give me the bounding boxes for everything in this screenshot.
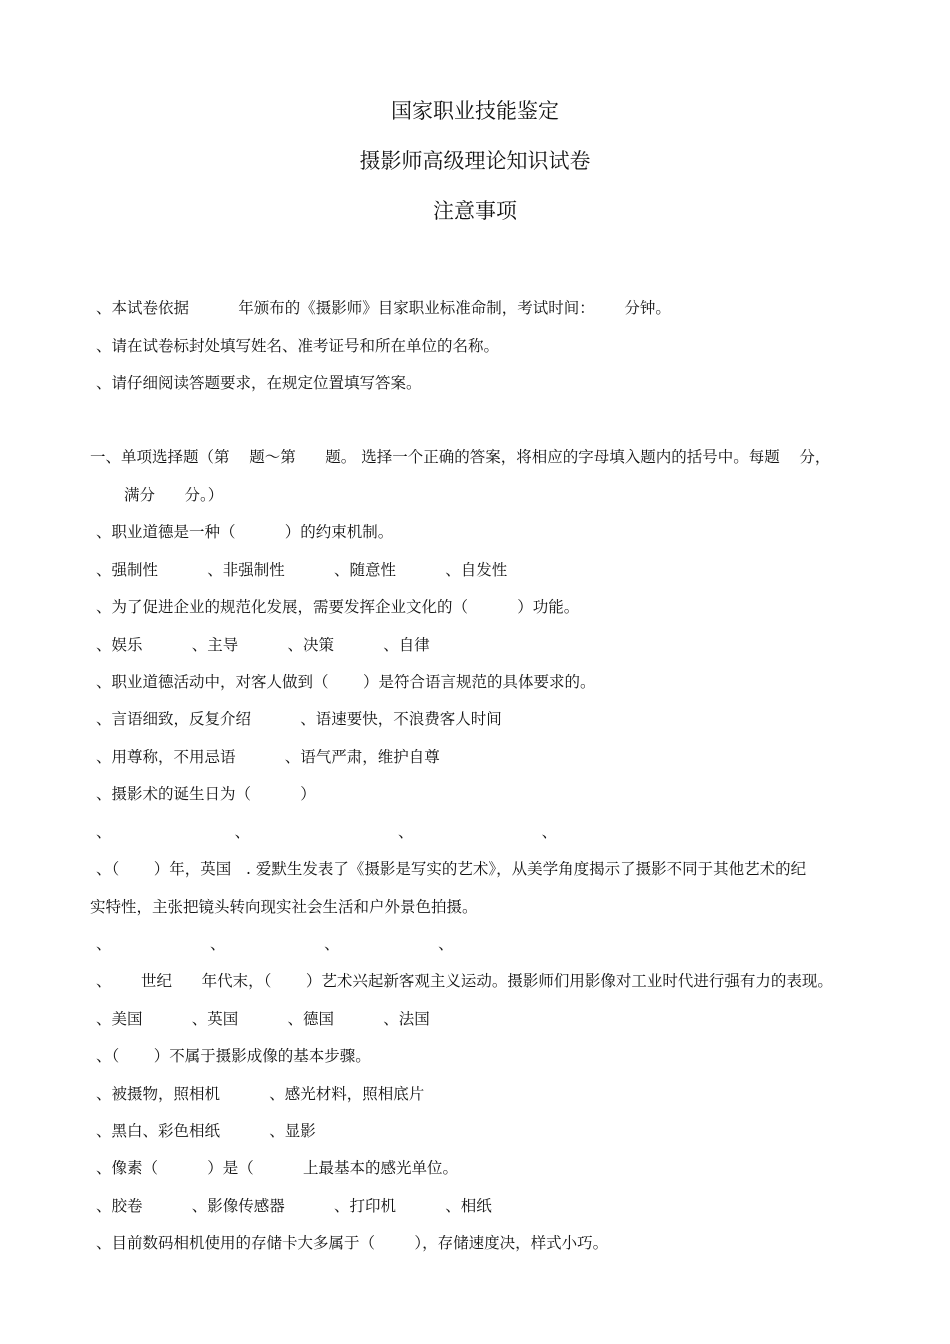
- question-stem: 、 世纪 年代末，（ ）艺术兴起新客观主义运动。摄影师们用影像对工业时代进行强有力的表现。: [96, 972, 833, 990]
- notice-item: 、请在试卷标封处填写姓名、准考证号和所在单位的名称。: [96, 337, 500, 355]
- exam-authority-title: 国家职业技能鉴定: [391, 99, 559, 123]
- question-stem: 、（ ）年，英国 . 爱默生发表了《摄影是写实的艺术》，从美学角度揭示了摄影不同于其他艺术的纪: [96, 860, 807, 878]
- question-options: 、美国 、英国 、德国 、法国: [96, 1010, 430, 1028]
- question-options: 、强制性 、非强制性 、随意性 、自发性: [96, 561, 508, 579]
- section-heading-continued: 满分 分。）: [124, 486, 224, 504]
- exam-paper-title: 摄影师高级理论知识试卷: [359, 149, 591, 173]
- question-options: 、 、 、 、: [96, 935, 454, 953]
- question-options: 、被摄物，照相机 、感光材料，照相底片: [96, 1085, 425, 1103]
- question-stem-continued: 实特性，主张把镜头转向现实社会生活和户外景色拍摄。: [90, 898, 478, 916]
- question-options: 、言语细致，反复介绍 、语速要快，不浪费客人时间: [96, 710, 502, 728]
- question-options: 、 、 、 、: [96, 823, 558, 841]
- question-stem: 、职业道德活动中，对客人做到（ ）是符合语言规范的具体要求的。: [96, 673, 596, 691]
- question-stem: 、（ ）不属于摄影成像的基本步骤。: [96, 1047, 371, 1065]
- notice-item: 、本试卷依据 年颁布的《摄影师》目家职业标准命制，考试时间： 分钟。: [96, 299, 671, 317]
- notice-heading: 注意事项: [433, 199, 517, 223]
- question-options: 、胶卷 、影像传感器 、打印机 、相纸: [96, 1197, 492, 1215]
- question-stem: 、为了促进企业的规范化发展，需要发挥企业文化的（ ）功能。: [96, 598, 580, 616]
- question-options: 、娱乐 、主导 、决策 、自律: [96, 636, 430, 654]
- question-stem: 、像素（ ）是（ 上最基本的感光单位。: [96, 1159, 459, 1177]
- question-stem: 、目前数码相机使用的存储卡大多属于（ ），存储速度决，样式小巧。: [96, 1234, 609, 1252]
- section-heading: 一、单项选择题（第 题～第 题。 选择一个正确的答案，将相应的字母填入题内的括号中。每题 分，: [90, 448, 831, 466]
- question-stem: 、摄影术的诞生日为（ ）: [96, 785, 316, 803]
- question-options: 、黑白、彩色相纸 、显影: [96, 1122, 316, 1140]
- question-options: 、用尊称，不用忌语 、语气严肃，维护自尊: [96, 748, 440, 766]
- question-stem: 、职业道德是一种（ ）的约束机制。: [96, 523, 394, 541]
- notice-item: 、请仔细阅读答题要求，在规定位置填写答案。: [96, 374, 422, 392]
